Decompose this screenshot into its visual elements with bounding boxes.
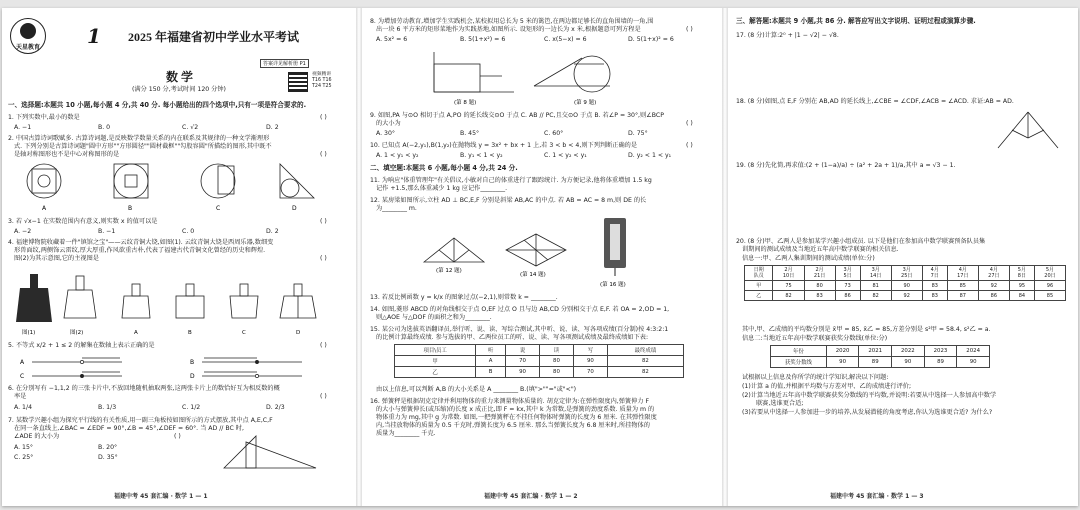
q4-label-a: A (134, 330, 138, 336)
q15-text-2: 的比例计算最终成绩. 参与选拔的甲、乙两位员工的听、说、读、写各项测试成绩及最终成绩如下表: (376, 334, 649, 341)
answer-bracket: ( ) (320, 342, 327, 349)
q2-text-2: 式. 下列分别是古算诗词题"圆中方形""方形圆径""圆材截框""勾股容圆"所描绘的图形,其中既不 (14, 143, 272, 150)
q20-part-2: (2)计算当地近五年高中数学联赛获奖分数线的平均数,并说明:若要从中选择一人参加高中数学 (742, 392, 997, 399)
table-cell: 最终成绩 (607, 345, 683, 356)
table-cell: 87 (947, 291, 978, 301)
table-cell: 70 (573, 367, 607, 378)
q9-option-c: C. 60° (544, 130, 564, 137)
answer-bracket: ( ) (686, 26, 693, 33)
q7-text-3: ∠ADE 的大小为 (14, 433, 60, 440)
page-1-footer: 福建中考 45 套汇编 · 数学 1 — 1 (114, 493, 208, 500)
answer-bracket: ( ) (320, 255, 327, 262)
table-cell: 获奖分数线 (771, 357, 827, 368)
q4-label-b: B (188, 330, 192, 336)
q2-label-a: A (42, 205, 47, 212)
q14-rhombus-figure (506, 234, 566, 266)
q5-label-a: A (20, 359, 25, 366)
q16-text-3: 物体重力为 mg,其中 g 为常数. 如图,一把弹簧秤在不挂任何物体时弹簧的长度为 6 厘米. 在其弹性限度 (376, 414, 657, 421)
table-cell: 2020 (826, 346, 859, 357)
table-cell: 90 (891, 281, 922, 291)
q13-text: 13. 若反比例函数 y = k/x 的图象过点(−2,1),则常数 k = ________. (370, 294, 558, 301)
q5-label-b: B (190, 359, 195, 366)
q4-text-1: 4. 福建博物院收藏着一件"镇馆之宝"——云纹青铜大铙,如图(1). 云纹青铜大铙是西周乐器,数细变 (8, 239, 274, 246)
table-cell: 70 (506, 356, 540, 367)
fig-1-caption: 图(1) (22, 330, 36, 336)
q2-label-c: C (216, 205, 221, 212)
table-cell: 2月 21日 (804, 266, 835, 281)
section-1-heading: 一、选择题:本题共 10 小题,每小题 4 分,共 40 分. 每小题给出的四个选项中,只有一项是符合要求的. (8, 101, 307, 109)
q15-score-table (394, 344, 684, 378)
page-3 (730, 8, 1076, 506)
page-3-footer: 福建中考 45 套汇编 · 数学 1 — 3 (830, 493, 924, 500)
q14-text-1: 14. 如图,菱形 ABCD 的对角线相交于点 O,EF 过点 O 且与边 AB,CD 分别相交于点 E,F. 若 OA = 2,OD = 1, (370, 306, 670, 313)
q18-figure (988, 108, 1068, 154)
table-row (395, 356, 684, 367)
q5-number-lines (12, 352, 332, 380)
q9-caption: (第 9 题) (574, 100, 597, 106)
q6-option-b: B. 1/3 (98, 404, 117, 411)
q6-text-1: 6. 在分别写有 −1,1,2 的三张卡片中,不放回地随机抽取两张,这两张卡片上的数恰好互为相反数的概 (8, 385, 280, 392)
table-cell: 82 (607, 356, 683, 367)
q2-label-b: B (128, 205, 133, 212)
q15-text-1: 15. 某公司为选拔英语翻译员,举行听、说、读、写综合测试,其中听、说、读、写各项成绩(百分制)按 4:3:2:1 (370, 326, 669, 333)
exam-subtitle: (满分 150 分,考试时间 120 分钟) (132, 86, 226, 93)
table-row (395, 367, 684, 378)
table-cell: 84 (1009, 291, 1034, 301)
q4-text-2: 形兽面纹,两侧饰云雷纹,厚大厚重,作风欲重古朴,代表了福建古代青铜文化曾经的历史和辉煌. (14, 247, 266, 254)
q20-part-1: (1)计算 a 的值,并根据平均数与方差对甲、乙的成绩进行评价; (742, 383, 912, 390)
q20-text-1: 20. (8 分)甲、乙两人是参加某学兴趣小组成员. 以下是他们在参加高中数学联赛预备队员集 (736, 238, 986, 245)
q3-option-a: A. −2 (14, 228, 32, 235)
q8-option-b: B. 5(1+x²) = 6 (460, 36, 506, 43)
table-cell: 92 (978, 281, 1009, 291)
video-label: 视频精讲 T16 T16 T24 T25 (312, 72, 332, 89)
q1-option-d: D. 2 (266, 124, 279, 131)
q18-text: 18. (8 分)如图,点 E,F 分别在 AB,AD 的延长线上,∠CBE = ∠CDF,∠ACB = ∠ACD. 求证:AB = AD. (736, 98, 1014, 105)
q7-option-d: D. 35° (98, 454, 118, 461)
table-cell: 5月 20日 (1034, 266, 1065, 281)
answer-bracket: ( ) (686, 142, 693, 149)
q4-figures (12, 266, 332, 338)
q5-text: 5. 不等式 x/2 + 1 ≤ 2 的解集在数轴上表示正确的是 (8, 342, 155, 349)
q10-text: 10. 已知点 A(−2,y₁),B(1,y₂)在抛物线 y = 3x² + bx + 1 上,若 3 < b < 4,则下列判断正确的是 (370, 142, 638, 149)
table-corner-cell (745, 266, 773, 281)
q12-caption: (第 12 题) (436, 268, 462, 274)
table-cell: 82 (607, 367, 683, 378)
section-3-heading: 三、解答题:本题共 9 小题,共 86 分. 解答应写出文字说明、证明过程或演算步骤. (736, 17, 976, 25)
table-cell: 80 (539, 356, 573, 367)
q19-text: 19. (8 分)先化简,再求值:(2 + (1−a)/a) ÷ (a² + 2a + 1)/a,其中 a = √3 − 1. (736, 162, 956, 169)
q4-label-c: C (242, 330, 246, 336)
q16-text-1: 16. 弹簧秤是根据胡克定律并利用物体的重力来测量物体质量的. 胡克定律为:在弹性限度内,弹簧伸力 F (370, 398, 650, 405)
table-cell: 82 (773, 291, 804, 301)
q1-text: 1. 下列实数中,最小的数是 (8, 114, 80, 121)
table-cell: 乙 (745, 291, 773, 301)
table-cell: 3月 14日 (860, 266, 891, 281)
table-cell: 年份 (771, 346, 827, 357)
table-row (771, 357, 990, 368)
q4-label-d: D (296, 330, 301, 336)
q1-option-c: C. √2 (182, 124, 199, 131)
table-cell: 75 (773, 281, 804, 291)
table-cell: 90 (506, 367, 540, 378)
q4-text-3: 图(2)为其示意图,它的主视图是 (14, 255, 99, 262)
table-cell: 81 (860, 281, 891, 291)
q20-threshold-table (770, 345, 990, 368)
q10-option-b: B. y₁ < 1 < y₂ (460, 152, 503, 159)
table-cell: 86 (835, 291, 860, 301)
q2-text-1: 2. 中国古算诗词歌赋多. 古算诗词题,是反映数学数量关系的内在联系及其规律的一种文学渐理形 (8, 135, 270, 142)
q11-text-2: 记作 +1.5,那么体重减少 1 kg 应记作________. (376, 185, 508, 192)
table-cell: 80 (804, 281, 835, 291)
q2-figure-b (114, 164, 148, 198)
q6-option-a: A. 1/4 (14, 404, 33, 411)
q16-text-5: 质量为________ 千克. (376, 430, 436, 437)
table-cell: A (476, 356, 506, 367)
player-label: 队员 (753, 273, 764, 279)
table-cell: 2022 (892, 346, 925, 357)
q12-q14-q16-figures (414, 214, 664, 290)
answer-bracket: ( ) (686, 120, 693, 127)
table-cell: 项目\员工 (395, 345, 476, 356)
table-cell: 95 (1009, 281, 1034, 291)
table-cell: 85 (947, 281, 978, 291)
table-cell: 96 (1034, 281, 1065, 291)
table-cell: 92 (891, 291, 922, 301)
table-row (745, 281, 1066, 291)
table-cell: 2024 (957, 346, 990, 357)
answer-tag: 答案详见解析册 P1 (260, 59, 309, 68)
table-cell: 85 (1034, 291, 1065, 301)
q14-caption: (第 14 题) (520, 272, 546, 278)
table-cell: 89 (859, 357, 892, 368)
q8-garden-figure (434, 52, 514, 92)
table-cell: B (476, 367, 506, 378)
q20-text-3: 信息一:甲、乙两人集训期间的测试成绩(单位:分) (742, 255, 875, 262)
table-cell: 90 (573, 356, 607, 367)
q7-option-a: A. 15° (14, 444, 34, 451)
q15-text-3: 由以上信息,可以判断 A,B 的大小关系是 A ________ B.(填">""="或"<") (376, 386, 577, 393)
table-cell: 90 (826, 357, 859, 368)
q8-option-c: C. x(5−x) = 6 (544, 36, 587, 43)
q1-option-b: B. 0 (98, 124, 111, 131)
table-cell: 乙 (395, 367, 476, 378)
q5-label-c: C (20, 373, 25, 380)
table-cell: 83 (922, 281, 947, 291)
q2-text-3: 是轴对称图形也不是中心对称图形的是 (14, 151, 120, 158)
table-cell: 86 (978, 291, 1009, 301)
q9-text-1: 9. 如图,PA 与⊙O 相切于点 A,PO 的延长线交⊙O 于点 C. AB // PC,且交⊙O 于点 B. 若∠P = 30°,则∠BCP (370, 112, 664, 119)
q7-triangle-figure (216, 432, 326, 476)
q8-option-d: D. 5(1+x)² = 6 (628, 36, 674, 43)
q4-diagram (64, 276, 96, 318)
q7-text-2: 在同一条直线上,∠BAC = ∠EDF = 90°,∠B = 45°,∠DEF = 60°. 当 AD // BC 时, (14, 425, 244, 432)
bronze-bell-photo (16, 274, 52, 322)
table-cell: 听 (476, 345, 506, 356)
paper-number: 1 (87, 24, 101, 48)
q2-figure-d (280, 164, 314, 198)
fig-2-caption: 图(2) (70, 330, 84, 336)
page-fold (356, 8, 362, 506)
table-header-row (745, 266, 1066, 281)
q7-option-b: B. 20° (98, 444, 118, 451)
q8-text-2: 出一块 6 平方米的矩形菜地作为实践基地,如图所示. 设矩形的一边长为 x 米,根据题意可列方程是 (376, 26, 641, 33)
q9-option-d: D. 75° (628, 130, 648, 137)
date-label: 日期 (753, 267, 764, 273)
q9-option-b: B. 45° (460, 130, 480, 137)
table-cell: 甲 (745, 281, 773, 291)
q2-figure-a (27, 164, 61, 198)
q5-label-d: D (190, 373, 195, 380)
table-cell: 90 (892, 357, 925, 368)
exam-sheet (2, 8, 1078, 506)
q9-circle-figure (534, 56, 610, 92)
table-cell: 89 (924, 357, 957, 368)
q6-option-d: D. 2/3 (266, 404, 285, 411)
q3-option-d: D. 2 (266, 228, 279, 235)
q4-option-a-figure (122, 284, 150, 318)
answer-bracket: ( ) (174, 433, 181, 440)
table-row (745, 291, 1066, 301)
table-cell: 83 (804, 291, 835, 301)
q10-option-a: A. 1 < y₁ < y₂ (376, 152, 419, 159)
q6-text-2: 率是 (14, 393, 27, 400)
q4-option-d-figure (280, 284, 316, 318)
q8-text-1: 8. 为增加劳动教育,增加学生实践机会,某校拟用总长为 5 米的篱笆,在两边都足够长的直角围墙的一角,围 (370, 18, 654, 25)
q11-text-1: 11. 为响应"体重管理年"有关倡议,小敏对自己的体重进行了跟踪统计. 为方便记录,他将体重增加 1.5 kg (370, 177, 652, 184)
answer-bracket: ( ) (320, 393, 327, 400)
page-2-footer: 福建中考 45 套汇编 · 数学 1 — 2 (484, 493, 578, 500)
page-fold (722, 8, 728, 506)
table-cell: 82 (860, 291, 891, 301)
q8-option-a: A. 5x² = 6 (376, 36, 408, 43)
publisher-logo: 天星教育 (10, 18, 46, 54)
table-cell: 4月 7日 (922, 266, 947, 281)
subject-title: 数 学 (166, 70, 194, 84)
table-cell: 说 (506, 345, 540, 356)
q4-option-b-figure (176, 284, 204, 318)
table-cell: 4月 17日 (947, 266, 978, 281)
q20-score-table (744, 265, 1066, 301)
q9-option-a: A. 30° (376, 130, 396, 137)
q7-text-1: 7. 某数学兴趣小组为探究平行线的有关性质,用一副三角板按如图所示的方式摆放,其中点 A,E,C,F (8, 417, 273, 424)
answer-bracket: ( ) (320, 114, 327, 121)
section-2-heading: 二、填空题:本题共 6 小题,每小题 4 分,共 24 分. (370, 164, 518, 172)
exam-title: 2025 年福建省初中学业水平考试 (128, 30, 300, 44)
q8-q9-figures (424, 46, 664, 108)
q9-text-2: 的大小为 (376, 120, 401, 127)
table-cell: 2023 (924, 346, 957, 357)
q2-figures (22, 161, 322, 213)
q3-option-c: C. 0 (182, 228, 195, 235)
q16-text-4: 内,当挂放物体的质量为 0.5 千克时,弹簧长度为 6.5 厘米. 那么当弹簧长度为 6.8 厘米时,所挂物体的 (376, 422, 650, 429)
q16-spring-scale-figure (604, 218, 626, 276)
table-cell: 读 (539, 345, 573, 356)
q6-option-c: C. 1/2 (182, 404, 201, 411)
table-cell: 4月 27日 (978, 266, 1009, 281)
q12-text-1: 12. 某房梁如图所示,立柱 AD ⊥ BC,E,F 分别是斜梁 AB,AC 的中点. 若 AB = AC = 8 m,则 DE 的长 (370, 197, 647, 204)
q2-figure-c (201, 164, 235, 198)
answer-bracket: ( ) (320, 218, 327, 225)
q3-option-b: B. −1 (98, 228, 116, 235)
q10-option-d: D. y₂ < 1 < y₁ (628, 152, 672, 159)
table-cell: 83 (922, 291, 947, 301)
q8-caption: (第 8 题) (454, 100, 477, 106)
qr-code-icon[interactable] (288, 72, 308, 92)
q16-text-2: 的大小与弹簧伸长(或压缩)的长度 x 成正比,即 F = kx,其中 k 为常数,是弹簧的劲度系数. 质量为 m 的 (376, 406, 655, 413)
q4-option-c-figure (230, 284, 258, 318)
table-cell: 甲 (395, 356, 476, 367)
table-cell: 2月 10日 (773, 266, 804, 281)
q20-part-3: (3)若要从中选择一人参加进一步的培养,从发展潜能的角度考虑,你认为选谁更合适? 为什么? (742, 409, 993, 416)
table-cell: 5月 8日 (1009, 266, 1034, 281)
table-header-row (395, 345, 684, 356)
q20-text-6: 试根据以上信息及你所学的统计学知识,解决以下问题: (742, 374, 889, 381)
q12-text-2: 为________ m. (376, 205, 417, 212)
q17-text: 17. (8 分)计算:2⁰ + |1 − √2| − √8. (736, 32, 839, 39)
q16-caption: (第 16 题) (600, 282, 626, 288)
q7-option-c: C. 25° (14, 454, 34, 461)
q10-option-c: C. 1 < y₂ < y₁ (544, 152, 587, 159)
table-cell: 80 (539, 367, 573, 378)
q20-text-4: 其中,甲、乙成绩的平均数分别是 x̄甲 = 85, x̄乙 = 85,方差分别是 s²甲 = 58.4, s²乙 = a. (742, 326, 991, 333)
table-header-row (771, 346, 990, 357)
q1-option-a: A. −1 (14, 124, 32, 131)
table-cell: 3月 5日 (835, 266, 860, 281)
table-cell: 写 (573, 345, 607, 356)
q3-text: 3. 若 √x−1 在实数范围内有意义,则实数 x 的值可以是 (8, 218, 158, 225)
table-cell: 90 (957, 357, 990, 368)
q20-part-2-cont: 联赛,选谁更合适; (756, 400, 804, 407)
q14-text-2: 则△AOE 与△DOF 的面积之和为________. (376, 314, 492, 321)
q2-label-d: D (292, 205, 297, 212)
q20-text-2: 训期间的测试成绩及当地近五年高中数学联赛的相关信息. (742, 246, 899, 253)
table-cell: 3月 25日 (891, 266, 922, 281)
answer-bracket: ( ) (320, 151, 327, 158)
page-2 (364, 8, 720, 506)
table-cell: 2021 (859, 346, 892, 357)
table-cell: 73 (835, 281, 860, 291)
page-1 (2, 8, 352, 506)
q20-text-5: 信息二:当地近五年高中数学联赛获奖分数线(单位:分) (742, 335, 888, 342)
q12-roof-figure (424, 238, 484, 262)
